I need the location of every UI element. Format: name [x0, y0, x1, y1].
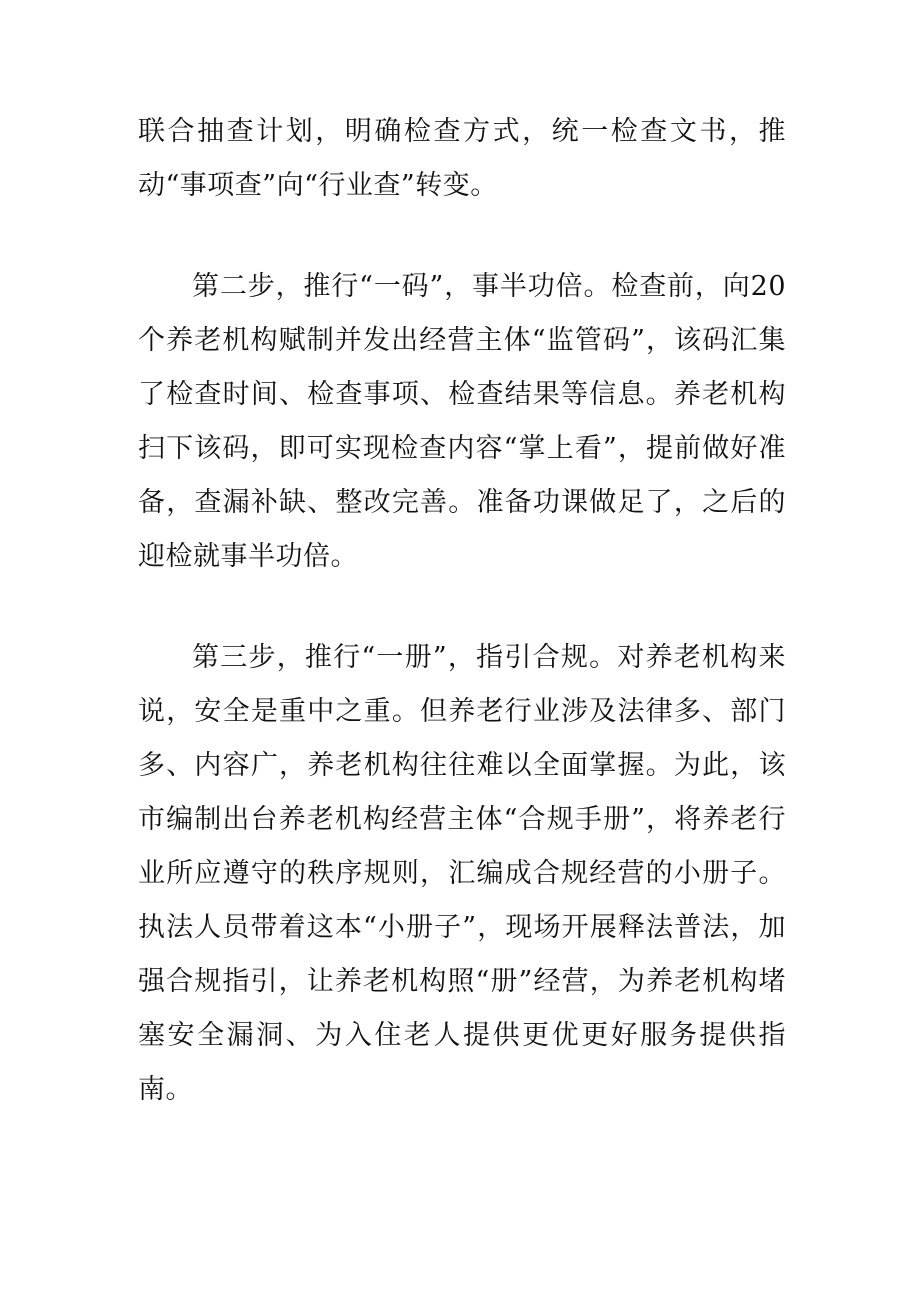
paragraph-gap	[138, 584, 786, 631]
paragraph-step-two: 第二步，推行“一码”，事半功倍。检查前，向20个养老机构赋制并发出经营主体“监管码”，该码汇集了检查时间、检查事项、检查结果等信息。养老机构扫下该码，即可实现检查内容“掌上看”，提前做好准备，查漏补缺、整改完善。准备功课做足了，之后的迎检就事半功倍。	[138, 271, 786, 572]
document-body	[138, 105, 786, 1117]
paragraph-step-three: 第三步，推行“一册”，指引合规。对养老机构来说，安全是重中之重。但养老行业涉及法律多、部门多、内容广，养老机构往往难以全面掌握。为此，该市编制出台养老机构经营主体“合规手册”，将养老行业所应遵守的秩序规则，汇编成合规经营的小册子。执法人员带着这本“小册子”，现场开展释法普法，加强合规指引，让养老机构照“册”经营，为养老机构堵塞安全漏洞、为入住老人提供更优更好服务提供指南。	[138, 642, 786, 1105]
paragraph-continuation: 联合抽查计划，明确检查方式，统一检查文书，推动“事项查”向“行业查”转变。	[138, 116, 786, 201]
paragraph-gap	[138, 213, 786, 260]
